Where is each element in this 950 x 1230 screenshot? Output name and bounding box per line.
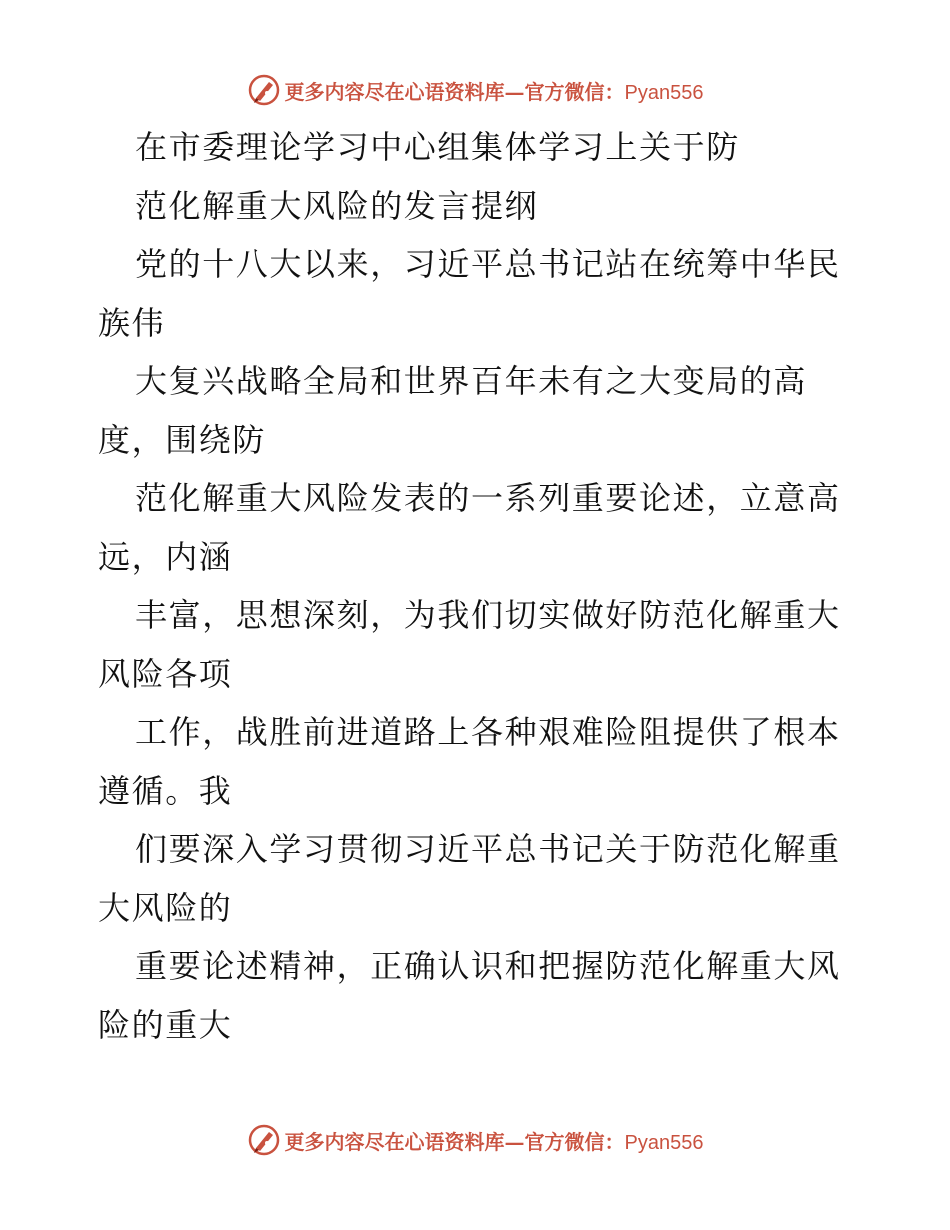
footer-banner-inner <box>247 1123 704 1157</box>
paragraph-line: 度，围绕防 <box>98 420 267 459</box>
banner-text: 更多内容尽在心语资料库—官方微信：Pyan556 <box>284 1129 704 1154</box>
paragraph-line: 工作，战胜前进道路上各种艰难险阻提供了根本 <box>135 713 841 751</box>
paragraph-line: 遵循。我 <box>98 771 233 810</box>
paragraph-line: 险的重大 <box>98 1005 233 1044</box>
document-title-line-1: 在市委理论学习中心组集体学习上关于防 <box>135 128 740 166</box>
paragraph-line: 大复兴战略全局和世界百年未有之大变局的高 <box>135 362 808 400</box>
pen-logo-icon <box>247 1123 281 1157</box>
pen-logo-icon <box>247 73 281 107</box>
paragraph-line: 远，内涵 <box>98 537 233 576</box>
header-banner <box>0 70 950 110</box>
paragraph-line: 风险各项 <box>98 654 233 693</box>
document-body <box>98 118 858 1054</box>
footer-banner <box>0 1120 950 1160</box>
header-banner-inner <box>247 73 704 107</box>
document-title-line-2: 范化解重大风险的发言提纲 <box>135 186 539 225</box>
paragraph-line: 重要论述精神，正确认识和把握防范化解重大风 <box>135 947 841 985</box>
wechat-account: Pyan556 <box>624 81 704 104</box>
paragraph-line: 丰富，思想深刻，为我们切实做好防范化解重大 <box>135 596 841 634</box>
paragraph-line: 们要深入学习贯彻习近平总书记关于防范化解重 <box>135 830 841 868</box>
paragraph-line: 大风险的 <box>98 888 233 927</box>
paragraph-line: 党的十八大以来，习近平总书记站在统筹中华民 <box>135 245 841 283</box>
banner-text: 更多内容尽在心语资料库—官方微信：Pyan556 <box>284 79 704 104</box>
paragraph-line: 族伟 <box>98 303 166 342</box>
paragraph-line: 范化解重大风险发表的一系列重要论述，立意高 <box>135 479 841 517</box>
wechat-account: Pyan556 <box>624 1131 704 1154</box>
